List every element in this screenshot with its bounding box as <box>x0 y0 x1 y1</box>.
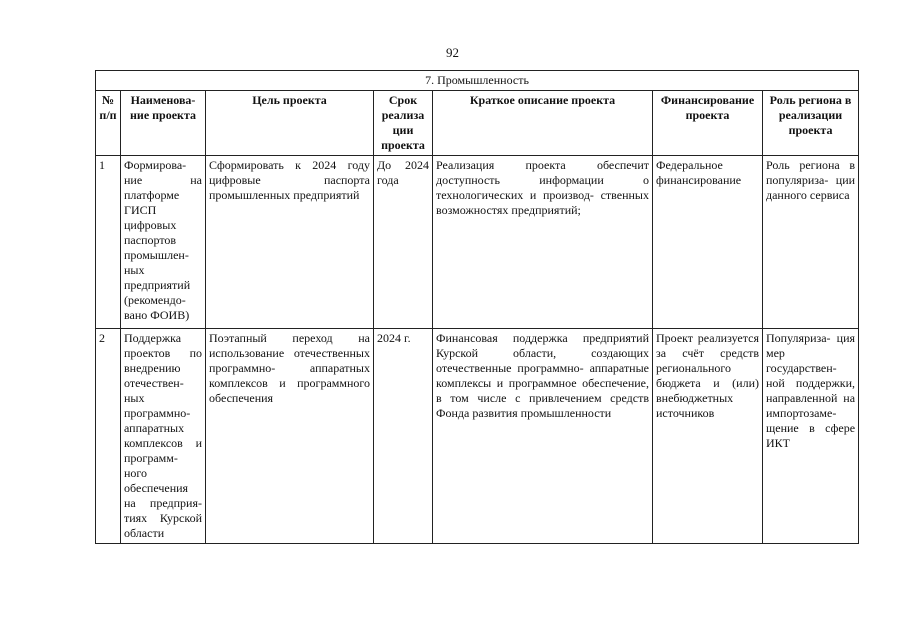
section-title-row <box>96 71 859 91</box>
cell-term: До 2024 года <box>374 156 433 329</box>
header-num: № п/п <box>96 91 121 156</box>
cell-description: Финансовая поддержка предприятий Курской области, создающих отечественные программно- аппаратные комплексы и программное обеспечение, в том числе с привлечением средств Фонда развития промышленности <box>433 329 653 544</box>
header-financing: Финансирование проекта <box>653 91 763 156</box>
header-region-role: Роль региона в реализации проекта <box>763 91 859 156</box>
header-name: Наименова- ние проекта <box>121 91 206 156</box>
header-term: Срок реализа ции проекта <box>374 91 433 156</box>
industry-projects-table <box>95 70 859 544</box>
header-description: Краткое описание проекта <box>433 91 653 156</box>
cell-num: 2 <box>96 329 121 544</box>
cell-name: Поддержка проектов по внедрению отечествен- ных программно- аппаратных комплексов и программ- ного обеспечения на предприя- тиях Курской области <box>121 329 206 544</box>
cell-goal: Сформировать к 2024 году цифровые паспорта промышленных предприятий <box>206 156 374 329</box>
cell-description: Реализация проекта обеспечит доступность информации о технологических и производ- ственных возможностях предприятий; <box>433 156 653 329</box>
cell-region-role: Роль региона в популяриза- ции данного сервиса <box>763 156 859 329</box>
cell-term: 2024 г. <box>374 329 433 544</box>
page-number: 92 <box>446 45 459 60</box>
cell-name: Формирова- ние на платформе ГИСП цифровых паспортов промышлен- ных предприятий (рекомендо- вано ФОИВ) <box>121 156 206 329</box>
section-title: 7. Промышленность <box>96 71 859 91</box>
header-goal: Цель проекта <box>206 91 374 156</box>
table-row <box>96 156 859 329</box>
cell-financing: Проект реализуется за счёт средств регионального бюджета и (или) внебюджетных источников <box>653 329 763 544</box>
cell-region-role: Популяриза- ция мер государствен- ной поддержки, направленной на импортозаме- щение в сфере ИКТ <box>763 329 859 544</box>
header-row <box>96 91 859 156</box>
table-row <box>96 329 859 544</box>
cell-num: 1 <box>96 156 121 329</box>
cell-goal: Поэтапный переход на использование отечественных программно- аппаратных комплексов и программного обеспечения <box>206 329 374 544</box>
cell-financing: Федеральное финансирование <box>653 156 763 329</box>
